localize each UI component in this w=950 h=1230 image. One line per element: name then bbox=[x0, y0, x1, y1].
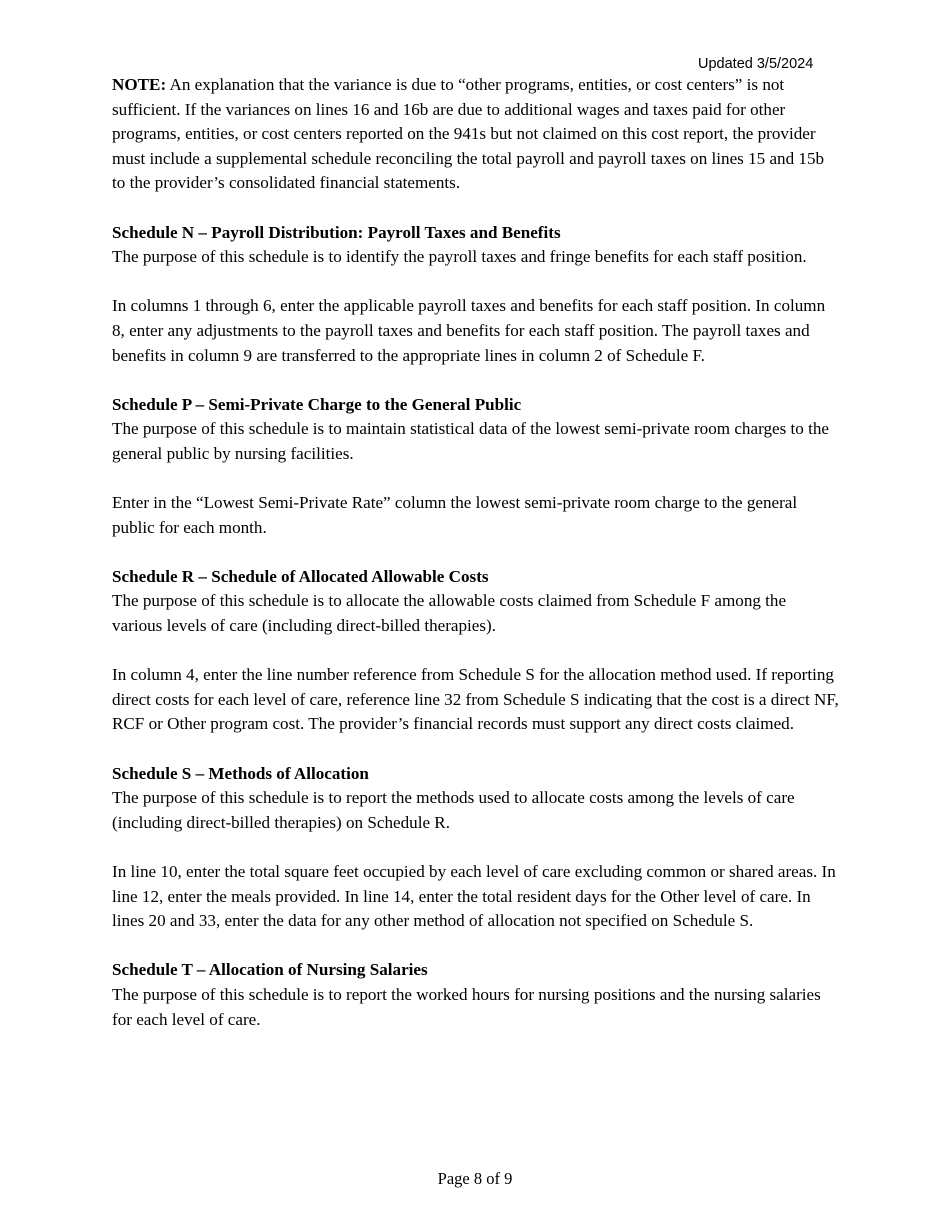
page-number: Page 8 of 9 bbox=[437, 1169, 513, 1188]
section-paragraph: The purpose of this schedule is to report the worked hours for nursing positions and the nursing salaries for each level of care. bbox=[112, 984, 821, 1029]
section-paragraph: In column 4, enter the line number reference from Schedule S for the allocation method used. If reporting direct costs for each level of care, reference line 32 from Schedule S indicating that the cost is a direct NF, RCF or Other program cost. The provider’s financial records must support any direct costs claimed. bbox=[112, 665, 839, 734]
section-schedule-s bbox=[112, 762, 840, 934]
section-title: Schedule N – Payroll Distribution: Payroll Taxes and Benefits bbox=[112, 222, 561, 242]
section-title: Schedule R – Schedule of Allocated Allowable Costs bbox=[112, 566, 489, 586]
section-paragraph: In columns 1 through 6, enter the applicable payroll taxes and benefits for each staff position. In column 8, enter any adjustments to the payroll taxes and benefits for each staff position. The payroll taxes and benefits in column 9 are transferred to the appropriate lines in column 2 of Schedule F. bbox=[112, 296, 826, 365]
section-title: Schedule T – Allocation of Nursing Salaries bbox=[112, 960, 428, 980]
section-schedule-p bbox=[112, 393, 840, 541]
note-label: NOTE: bbox=[112, 75, 167, 94]
updated-date: Updated 3/5/2024 bbox=[698, 56, 814, 72]
note-paragraph bbox=[112, 73, 840, 196]
section-schedule-n bbox=[112, 221, 840, 369]
section-schedule-t bbox=[112, 958, 840, 1032]
section-title: Schedule S – Methods of Allocation bbox=[112, 763, 369, 783]
section-paragraph: In line 10, enter the total square feet occupied by each level of care excluding common or shared areas. In line 12, enter the meals provided. In line 14, enter the total resident days for the Other level of care. In lines 20 and 33, enter the data for any other method of allocation not specified on Schedule S. bbox=[112, 862, 836, 931]
section-title: Schedule P – Semi-Private Charge to the General Public bbox=[112, 394, 522, 414]
section-paragraph: The purpose of this schedule is to report the methods used to allocate costs among the levels of care (including direct-billed therapies) on Schedule R. bbox=[112, 788, 795, 832]
section-schedule-r bbox=[112, 565, 840, 737]
section-paragraph: Enter in the “Lowest Semi-Private Rate” column the lowest semi-private room charge to the general public for each month. bbox=[112, 493, 798, 537]
section-paragraph: The purpose of this schedule is to maintain statistical data of the lowest semi-private room charges to the general public by nursing facilities. bbox=[112, 419, 829, 463]
note-text: An explanation that the variance is due to “other programs, entities, or cost centers” is not sufficient. If the variances on lines 16 and 16b are due to additional wages and taxes paid for other programs, entities, or cost centers reported on the 941s but not claimed on this cost report, the provider must include a supplemental schedule reconciling the total payroll and payroll taxes on lines 15 and 15b to the provider’s consolidated financial statements. bbox=[112, 75, 825, 193]
section-paragraph: The purpose of this schedule is to allocate the allowable costs claimed from Schedule F among the various levels of care (including direct-billed therapies). bbox=[112, 591, 787, 636]
section-paragraph: The purpose of this schedule is to identify the payroll taxes and fringe benefits for each staff position. bbox=[112, 247, 807, 267]
document-body bbox=[112, 73, 840, 1032]
